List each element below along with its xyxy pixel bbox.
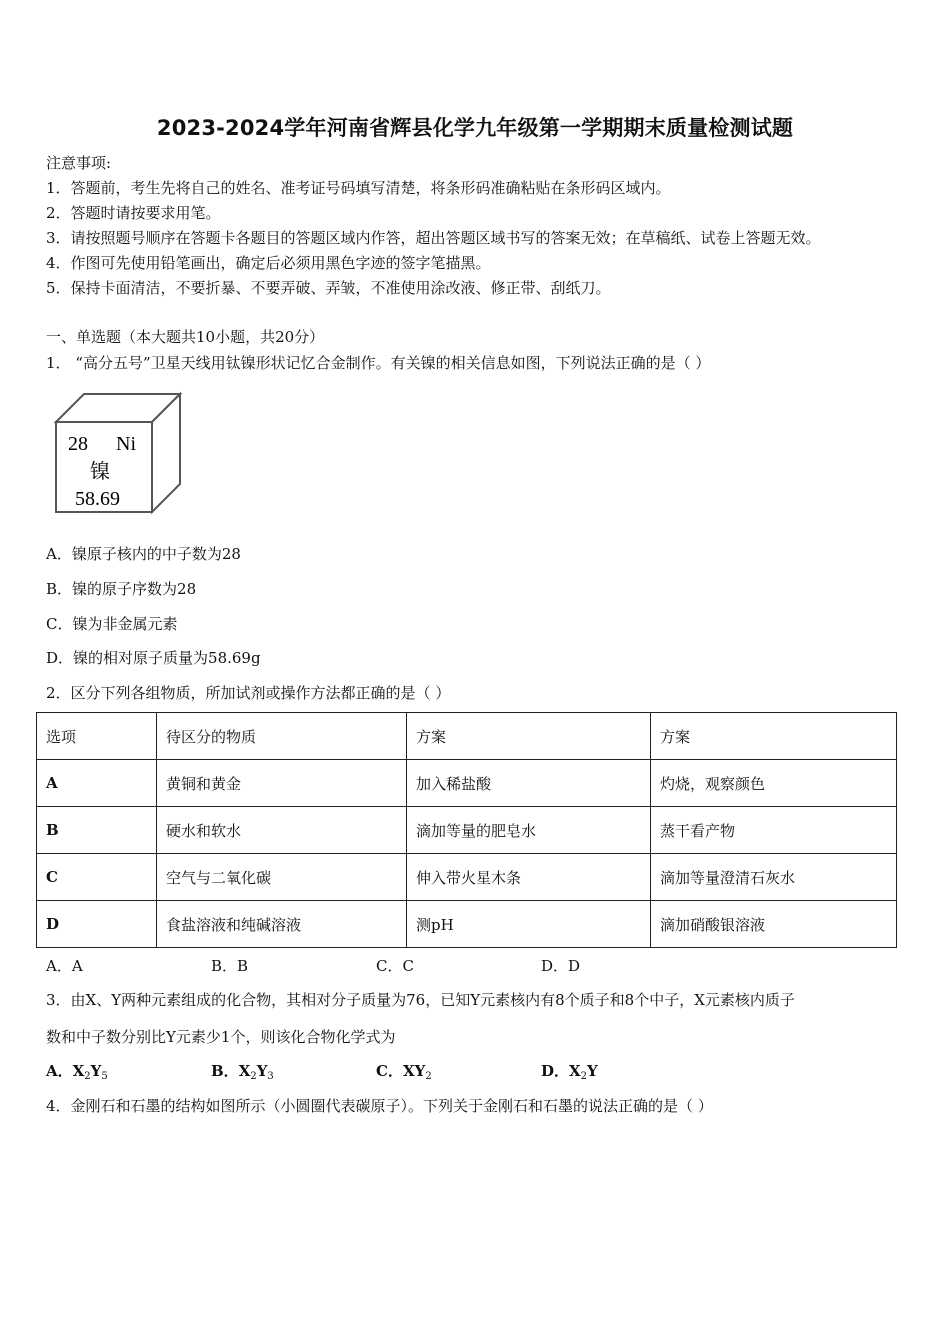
question-3-stem-line2: 数和中子数分别比Y元素少1个，则该化合物化学式为 bbox=[46, 1028, 396, 1046]
question-2-stem: 2．区分下列各组物质，所加试剂或操作方法都正确的是（ ） bbox=[46, 684, 451, 702]
q2-option-c: C．C bbox=[376, 957, 414, 975]
q2-option-a: A．A bbox=[46, 957, 83, 975]
element-name: 镍 bbox=[90, 459, 110, 483]
q2-option-b: B．B bbox=[211, 957, 249, 975]
table-row bbox=[37, 901, 897, 948]
table-cell: 黄铜和黄金 bbox=[157, 760, 407, 807]
table-cell: 伸入带火星木条 bbox=[407, 854, 651, 901]
table-cell: 空气与二氧化碳 bbox=[157, 854, 407, 901]
table-header-row bbox=[37, 713, 897, 760]
notice-item: 4．作图可先使用铅笔画出，确定后必须用黑色字迹的签字笔描黑。 bbox=[46, 254, 491, 272]
table-header-cell: 选项 bbox=[37, 713, 157, 760]
table-cell: C bbox=[37, 854, 157, 901]
table-header-cell: 方案 bbox=[407, 713, 651, 760]
q2-table bbox=[36, 712, 897, 948]
q3-option-d: D．$X_2Y$ bbox=[541, 1062, 598, 1082]
table-cell: 滴加硝酸银溶液 bbox=[651, 901, 897, 948]
table-cell: A bbox=[37, 760, 157, 807]
q1-option-d: D．镍的相对原子质量为58.69g bbox=[46, 649, 261, 667]
q3-option-b: B．$X_2Y_3$ bbox=[211, 1062, 274, 1082]
table-cell: B bbox=[37, 807, 157, 854]
notice-item: 1．答题前，考生先将自己的姓名、准考证号码填写清楚，将条形码准确粘贴在条形码区域内。 bbox=[46, 179, 671, 197]
table-cell: 测pH bbox=[407, 901, 651, 948]
notice-item: 5．保持卡面清洁，不要折暴、不要弄破、弄皱，不准使用涂改液、修正带、刮纸刀。 bbox=[46, 279, 611, 297]
q2-options bbox=[46, 955, 706, 976]
q3-option-a: A．$X_2Y_5$ bbox=[46, 1062, 108, 1082]
notice-item: 2．答题时请按要求用笔。 bbox=[46, 204, 221, 222]
table-cell: 蒸干看产物 bbox=[651, 807, 897, 854]
table-row bbox=[37, 807, 897, 854]
table-cell: 加入稀盐酸 bbox=[407, 760, 651, 807]
section-heading: 一、单选题（本大题共10小题，共20分） bbox=[46, 328, 325, 346]
notice-heading: 注意事项: bbox=[46, 154, 112, 172]
table-cell: 硬水和软水 bbox=[157, 807, 407, 854]
q1-option-a: A．镍原子核内的中子数为28 bbox=[46, 545, 241, 563]
q1-option-c: C．镍为非金属元素 bbox=[46, 615, 178, 633]
table-header-cell: 待区分的物质 bbox=[157, 713, 407, 760]
table-header-cell: 方案 bbox=[651, 713, 897, 760]
q2-option-d: D．D bbox=[541, 957, 581, 975]
element-mass: 58.69 bbox=[75, 488, 120, 510]
table-row bbox=[37, 760, 897, 807]
table-cell: 滴加等量的肥皂水 bbox=[407, 807, 651, 854]
table-row bbox=[37, 854, 897, 901]
question-4-stem: 4．金刚石和石墨的结构如图所示（小圆圈代表碳原子）。下列关于金刚石和石墨的说法正确的是（ ） bbox=[46, 1097, 713, 1115]
element-number: 28 bbox=[68, 433, 88, 455]
q3-option-c: C．$XY_2$ bbox=[376, 1062, 432, 1082]
question-3-stem-line1: 3．由X、Y两种元素组成的化合物，其相对分子质量为76，已知Y元素核内有8个质子和8个中子，X元素核内质子 bbox=[46, 991, 795, 1009]
q3-options bbox=[46, 1060, 706, 1082]
table-cell: 滴加等量澄清石灰水 bbox=[651, 854, 897, 901]
table-cell: 食盐溶液和纯碱溶液 bbox=[157, 901, 407, 948]
page-title: 2023-2024学年河南省辉县化学九年级第一学期期末质量检测试题 bbox=[156, 116, 794, 140]
notice-item: 3．请按照题号顺序在答题卡各题目的答题区域内作答，超出答题区域书写的答案无效；在草稿纸、试卷上答题无效。 bbox=[46, 229, 821, 247]
table-cell: D bbox=[37, 901, 157, 948]
table-cell: 灼烧，观察颜色 bbox=[651, 760, 897, 807]
question-1-stem: 1． “高分五号”卫星天线用钛镍形状记忆合金制作。有关镍的相关信息如图，下列说法正确的是（ ） bbox=[46, 354, 711, 372]
q1-option-b: B．镍的原子序数为28 bbox=[46, 580, 197, 598]
element-symbol: Ni bbox=[116, 433, 136, 455]
nickel-element-card bbox=[52, 390, 184, 516]
